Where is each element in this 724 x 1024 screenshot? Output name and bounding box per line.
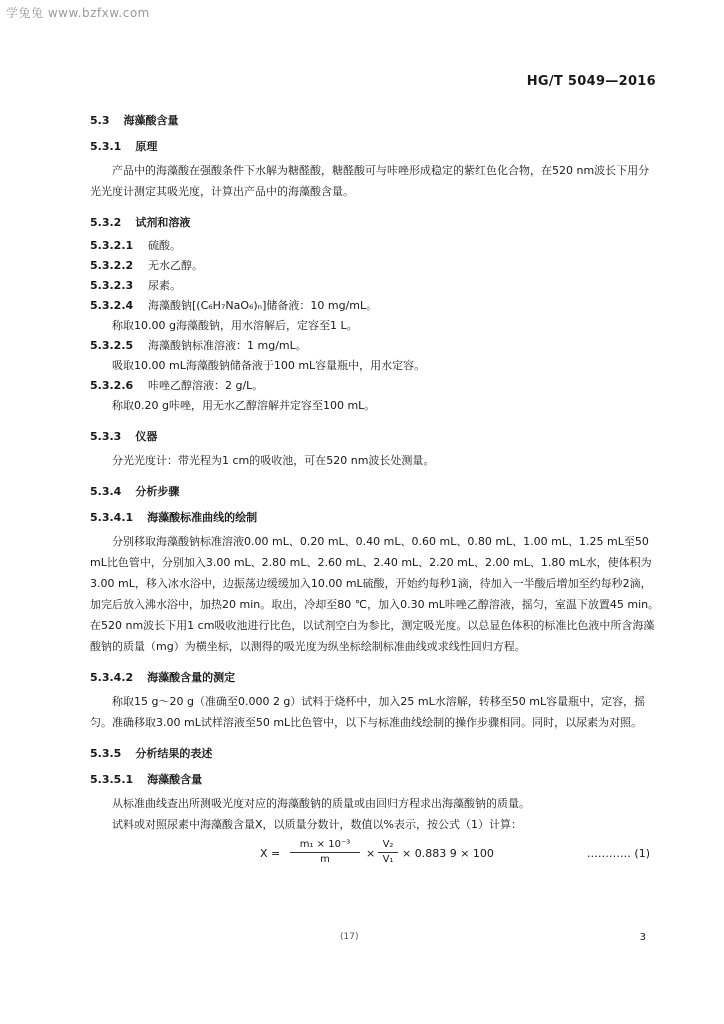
list-item: 5.3.2.2 无水乙醇。: [90, 259, 203, 272]
section-heading: 5.3 海藻酸含量: [90, 114, 179, 127]
instrument-paragraph: 分光光度计：带光程为1 cm的吸收池，可在520 nm波长处测量。: [112, 454, 435, 467]
list-item: 5.3.2.5 海藻酸钠标准溶液：1 mg/mL。: [90, 339, 307, 352]
result-paragraph: 试料或对照尿素中海藻酸含量X，以质量分数计，数值以%表示，按公式（1）计算：: [112, 818, 522, 831]
subsection-heading: 5.3.4 分析步骤: [90, 485, 180, 498]
result-paragraph: 从标准曲线查出所测吸光度对应的海藻酸钠的质量或由回归方程求出海藻酸钠的质量。: [112, 797, 530, 810]
list-item-detail: 吸取10.00 mL海藻酸钠储备液于100 mL容量瓶中，用水定容。: [112, 359, 426, 372]
formula-tail: × 0.883 9 × 100: [402, 847, 494, 860]
curve-paragraph: 分别移取海藻酸钠标准溶液0.00 mL、0.20 mL、0.40 mL、0.60 mL、0.80 mL、1.00 mL、1.25 mL至50 mL比色管中，分别加入3.00 mL、2.80 mL、2.60 mL、2.40 mL、2.20 mL、2.00 mL、1.80 mL水，使体积为3.00 mL，移入冰水浴中，边振荡边缓缓加入10.00 mL硫酸，开始约每秒1滴，待加入一半酸后增加至约每秒2滴，加完后放入沸水浴中，加热20 min。取出，冷却至80 ℃，加入0.30 mL咔唑乙醇溶液，摇匀，室温下放置45 min。在520 nm波长下用1 cm吸收池进行比色，以试剂空白为参比，测定吸光度。以总显色体积的标准比色液中所含海藻酸钠的质量（mg）为横坐标，以测得的吸光度为纵坐标绘制标准曲线或求线性回归方程。: [90, 535, 660, 653]
list-item-detail: 称取10.00 g海藻酸钠，用水溶解后，定容至1 L。: [112, 319, 358, 332]
reagent-list: [90, 236, 660, 416]
subsection-heading: 5.3.5 分析结果的表述: [90, 747, 213, 760]
list-item-detail: 称取0.20 g咔唑，用无水乙醇溶解并定容至100 mL。: [112, 399, 376, 412]
list-item: 5.3.2.4 海藻酸钠[(C₆H₇NaO₆)ₙ]储备液：10 mg/mL。: [90, 299, 378, 312]
principle-paragraph: 产品中的海藻酸在强酸条件下水解为糖醛酸，糖醛酸可与咔唑形成稳定的紫红色化合物，在520 nm波长下用分光光度计测定其吸光度，计算出产品中的海藻酸含量。: [90, 164, 650, 198]
list-item: 5.3.2.1 硫酸。: [90, 239, 181, 252]
subsubsection-heading: 5.3.4.2 海藻酸含量的测定: [90, 671, 236, 684]
formula-fraction-2: V₂ V₁: [378, 839, 398, 866]
formula-lhs: X =: [260, 847, 281, 860]
formula-1: [90, 837, 660, 877]
list-item: 5.3.2.3 尿素。: [90, 279, 181, 292]
list-item: 5.3.2.6 咔唑乙醇溶液：2 g/L。: [90, 379, 264, 392]
subsection-heading: 5.3.3 仪器: [90, 430, 158, 443]
subsubsection-heading: 5.3.5.1 海藻酸含量: [90, 773, 203, 786]
determination-paragraph: 称取15 g～20 g（准确至0.000 2 g）试料于烧杯中，加入25 mL水溶解，转移至50 mL容量瓶中，定容，摇匀。准确移取3.00 mL试样溶液至50 mL比色管中，以下与标准曲线绘制的操作步骤相同。同时，以尿素为对照。: [90, 695, 646, 729]
equation-number: ………… (1): [586, 847, 650, 860]
page-number: 3: [639, 932, 646, 943]
standard-number: HG/T 5049—2016: [526, 74, 656, 89]
subsection-heading: 5.3.2 试剂和溶液: [90, 216, 191, 229]
watermark: 学兔兔 www.bzfxw.com: [6, 6, 150, 20]
subsubsection-heading: 5.3.4.1 海藻酸标准曲线的绘制: [90, 511, 258, 524]
subsection-heading: 5.3.1 原理: [90, 140, 158, 153]
document-body: [90, 108, 660, 877]
formula-times: ×: [366, 847, 376, 860]
footer-code: (17): [340, 932, 359, 942]
formula-fraction-1: m₁ × 10⁻³ m: [290, 839, 360, 866]
